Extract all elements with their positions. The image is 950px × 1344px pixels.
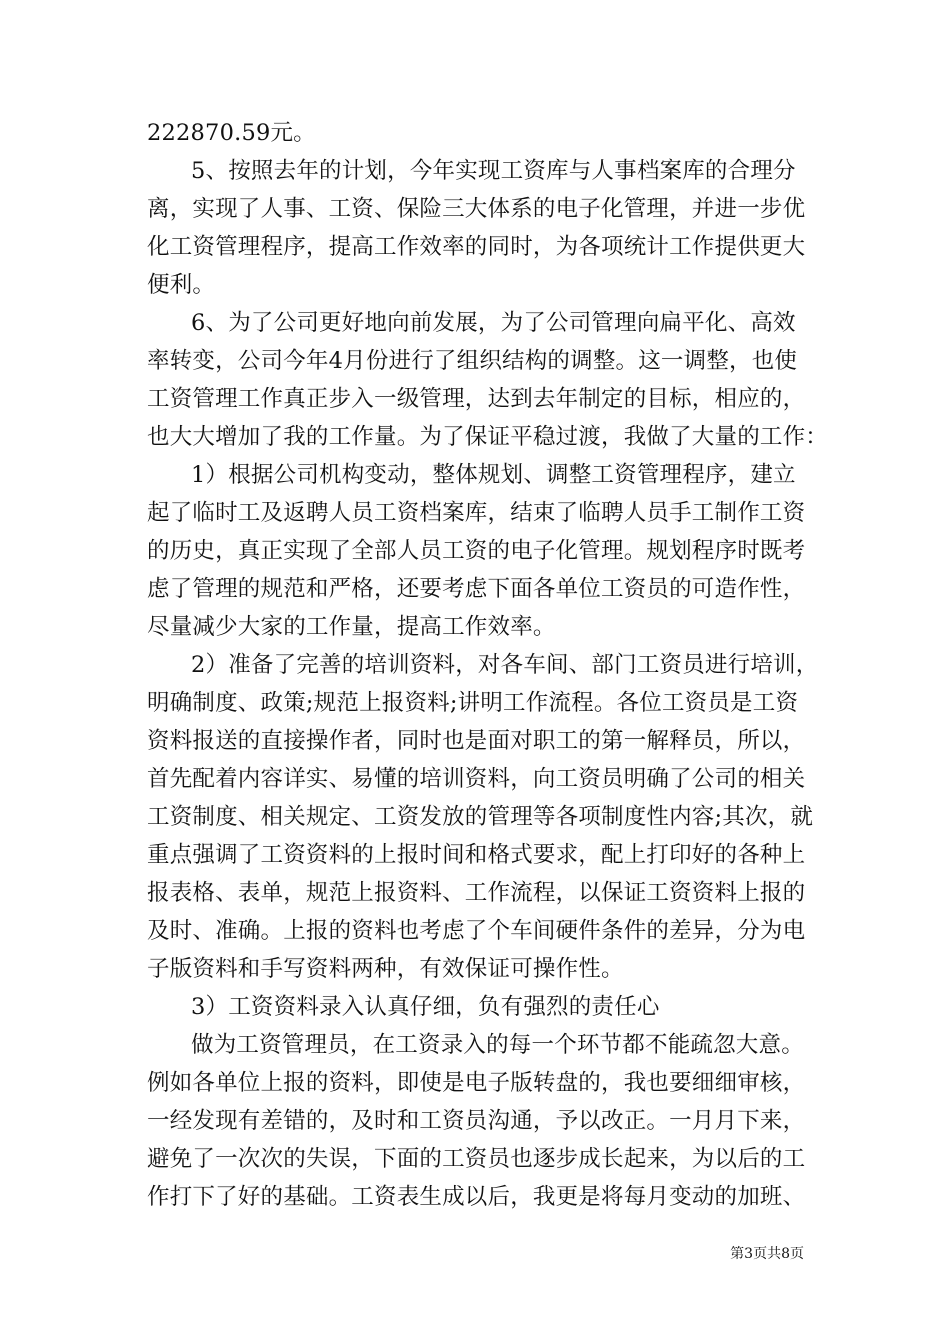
text-line: 一经发现有差错的，及时和工资员沟通，予以改正。一月月下来，	[147, 1108, 806, 1134]
text-line: 子版资料和手写资料两种，有效保证可操作性。	[147, 956, 624, 982]
text-line: 工资管理工作真正步入一级管理，达到去年制定的目标，相应的，	[147, 386, 806, 412]
text-line: 也大大增加了我的工作量。为了保证平稳过渡，我做了大量的工作：	[147, 424, 829, 450]
text-line: 虑了管理的规范和严格，还要考虑下面各单位工资员的可造作性，	[147, 576, 806, 602]
text-line: 离，实现了人事、工资、保险三大体系的电子化管理，并进一步优	[147, 196, 806, 222]
text-line: 尽量减少大家的工作量，提高工作效率。	[147, 614, 556, 640]
page-number: 第3页共8页	[730, 1246, 804, 1262]
text-line: 起了临时工及返聘人员工资档案库，结束了临聘人员手工制作工资	[147, 500, 806, 526]
text-line: 首先配着内容详实、易懂的培训资料，向工资员明确了公司的相关	[147, 766, 806, 792]
text-line: 6、为了公司更好地向前发展，为了公司管理向扁平化、高效	[191, 310, 796, 336]
text-line: 化工资管理程序，提高工作效率的同时，为各项统计工作提供更大	[147, 234, 806, 260]
text-line: 便利。	[147, 272, 216, 298]
text-line: 工资制度、相关规定、工资发放的管理等各项制度性内容;其次，就	[147, 804, 814, 830]
text-line: 例如各单位上报的资料，即使是电子版转盘的，我也要细细审核，	[147, 1070, 806, 1096]
text-line: 作打下了好的基础。工资表生成以后，我更是将每月变动的加班、	[147, 1184, 806, 1210]
text-line: 的历史，真正实现了全部人员工资的电子化管理。规划程序时既考	[147, 538, 806, 564]
text-line: 率转变，公司今年4月份进行了组织结构的调整。这一调整，也使	[147, 348, 798, 374]
text-line: 2）准备了完善的培训资料，对各车间、部门工资员进行培训，	[191, 652, 819, 678]
text-line: 做为工资管理员，在工资录入的每一个环节都不能疏忽大意。	[191, 1032, 804, 1058]
text-line: 避免了一次次的失误，下面的工资员也逐步成长起来，为以后的工	[147, 1146, 806, 1172]
text-line: 5、按照去年的计划，今年实现工资库与人事档案库的合理分	[191, 158, 796, 184]
text-line: 及时、准确。上报的资料也考虑了个车间硬件条件的差异，分为电	[147, 918, 806, 944]
text-line: 1）根据公司机构变动，整体规划、调整工资管理程序，建立	[191, 462, 796, 488]
text-line: 222870.59元。	[147, 120, 316, 146]
text-line: 3）工资资料录入认真仔细，负有强烈的责任心	[191, 994, 660, 1020]
text-line: 报表格、表单，规范上报资料、工作流程，以保证工资资料上报的	[147, 880, 806, 906]
text-line: 重点强调了工资资料的上报时间和格式要求，配上打印好的各种上	[147, 842, 806, 868]
text-line: 资料报送的直接操作者，同时也是面对职工的第一解释员，所以，	[147, 728, 806, 754]
text-line: 明确制度、政策;规范上报资料;讲明工作流程。各位工资员是工资	[147, 690, 799, 716]
